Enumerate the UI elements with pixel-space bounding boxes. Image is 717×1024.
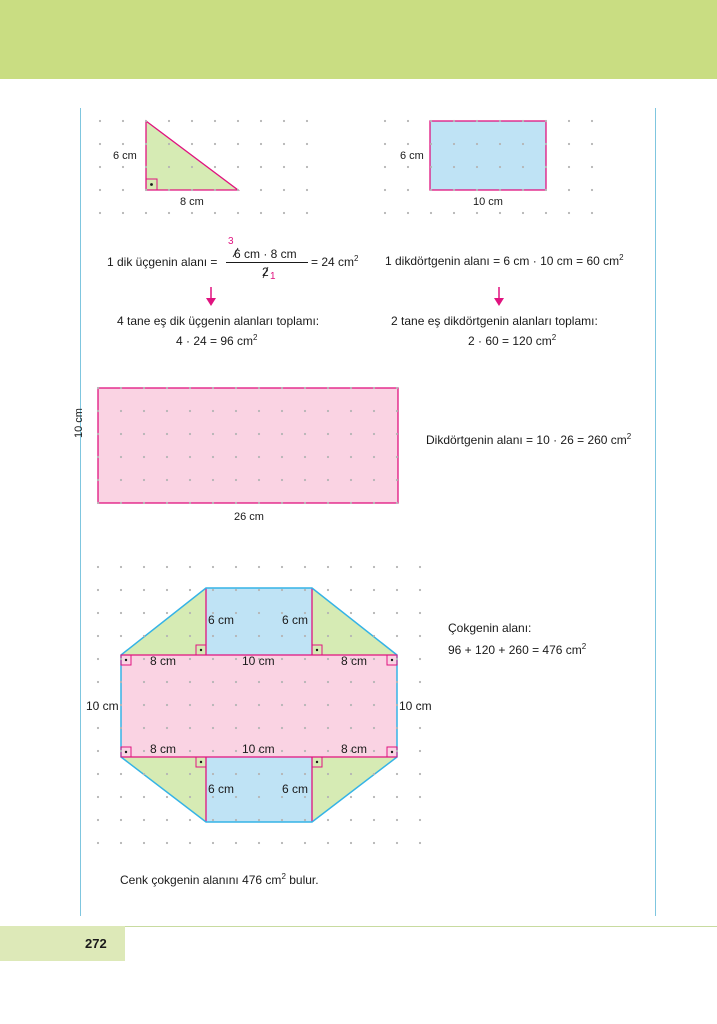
fraction-numerator: 6 cm · 8 cm [234, 247, 297, 261]
octagon-bottom-right-label: 6 cm [282, 782, 309, 796]
octagon-upper-right-label: 8 cm [341, 654, 368, 668]
small-rect-total-title: 2 tane eş dikdörtgenin alanları toplamı: [391, 314, 598, 328]
octagon-top-right-label: 6 cm [282, 613, 309, 627]
big-rectangle [98, 388, 398, 503]
triangle-total-value: 4 · 24 = 96 $cm^2$ [176, 333, 258, 348]
small-rectangle [430, 121, 546, 190]
octagon-right-side-label: 10 cm [399, 699, 432, 713]
fraction-denominator: 2 [262, 265, 269, 279]
octagon-area-title: Çokgenin alanı: [448, 621, 532, 635]
octagon-top-left-label: 6 cm [208, 613, 235, 627]
big-rect-width-label: 26 cm [234, 511, 264, 523]
triangle-area-result: = 24 $cm^2$ [311, 254, 359, 269]
octagon-area-value: 96 + 120 + 260 = 476 $cm^2$ [448, 642, 587, 657]
arrow-down-icon [206, 287, 216, 306]
arrow-down-icon [494, 287, 504, 306]
octagon-upper-mid-label: 10 cm [242, 654, 275, 668]
octagon-bottom-left-label: 6 cm [208, 782, 235, 796]
octagon-lower-left-label: 8 cm [150, 742, 177, 756]
triangle-total-title: 4 tane eş dik üçgenin alanları toplamı: [117, 314, 320, 328]
small-rect-total-value: 2 · 60 = 120 $cm^2$ [468, 333, 557, 348]
conclusion-text: Cenk çokgenin alanını 476 $cm^2$ bulur. [120, 872, 319, 887]
big-rect-area-formula: Dikdörtgenin alanı = 10 · 26 = 260 $cm^2$ [426, 432, 632, 447]
fraction-line [226, 262, 308, 263]
footer-line [125, 926, 717, 927]
triangle-area-prefix: 1 dik üçgenin alanı = [107, 255, 218, 269]
octagon-upper-left-label: 8 cm [150, 654, 177, 668]
small-rect-height-label: 6 cm [400, 150, 424, 162]
triangle-height-label: 6 cm [113, 150, 137, 162]
page-number: 272 [85, 936, 107, 951]
cancel-top-number: 3 [228, 236, 234, 247]
octagon-lower-right-label: 8 cm [341, 742, 368, 756]
big-rect-height-label: 10 cm [73, 408, 85, 438]
right-triangle [146, 121, 238, 190]
octagon-left-side-label: 10 cm [86, 699, 119, 713]
cancel-bottom-number: 1 [270, 271, 276, 282]
triangle-base-label: 8 cm [180, 196, 204, 208]
small-rect-width-label: 10 cm [473, 196, 503, 208]
small-rect-area-formula: 1 dikdörtgenin alanı = 6 cm · 10 cm = 60 $cm^2$ [385, 253, 624, 268]
octagon-lower-mid-label: 10 cm [242, 742, 275, 756]
